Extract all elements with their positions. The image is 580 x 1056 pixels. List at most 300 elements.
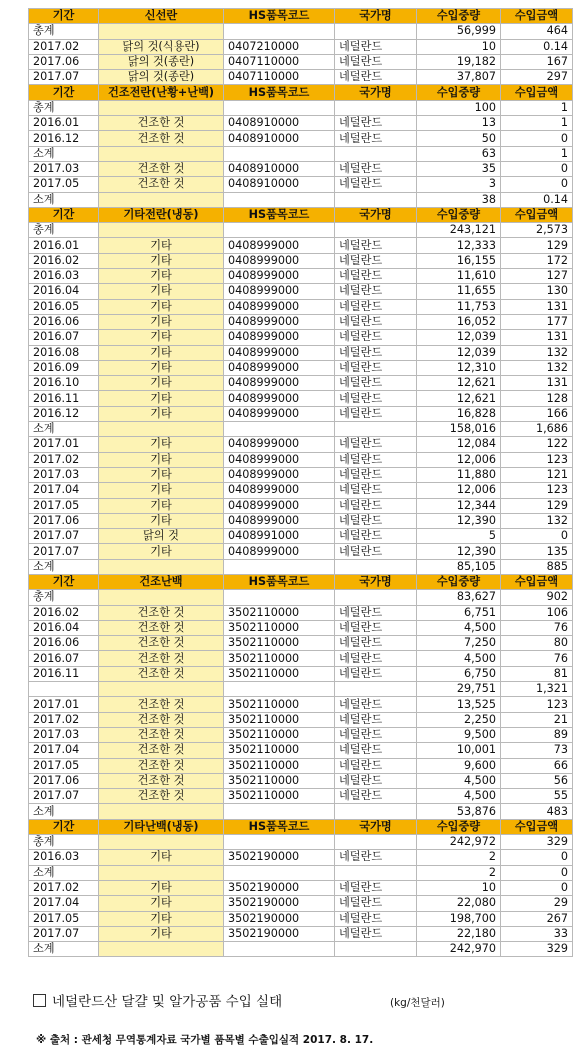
table-cell: 2017.05 xyxy=(29,177,99,192)
column-header: 수입금액 xyxy=(501,85,573,100)
table-cell: 2017.02 xyxy=(29,39,99,54)
table-cell: 2016.07 xyxy=(29,330,99,345)
table-cell: 0 xyxy=(501,529,573,544)
table-row xyxy=(29,161,573,176)
table-cell: 11,753 xyxy=(417,299,501,314)
table-cell: 0408999000 xyxy=(224,452,335,467)
column-header: 수입중량 xyxy=(417,9,501,24)
table-cell: 0408910000 xyxy=(224,116,335,131)
table-cell: 기타 xyxy=(99,299,224,314)
table-cell: 1 xyxy=(501,116,573,131)
table-cell: 11,655 xyxy=(417,284,501,299)
table-cell: 0408999000 xyxy=(224,437,335,452)
table-cell: 네덜란드 xyxy=(335,360,417,375)
table-cell: 3502110000 xyxy=(224,636,335,651)
table-cell: 1,321 xyxy=(501,682,573,697)
table-cell: 2017.01 xyxy=(29,437,99,452)
table-cell: 닭의 것 xyxy=(99,529,224,544)
table-cell xyxy=(335,942,417,957)
table-cell: 소계 xyxy=(29,804,99,819)
table-cell: 닭의 것(종란) xyxy=(99,54,224,69)
table-cell: 0 xyxy=(501,880,573,895)
table-row xyxy=(29,146,573,161)
table-cell: 6,751 xyxy=(417,605,501,620)
column-header: 기간 xyxy=(29,85,99,100)
table-cell: 198,700 xyxy=(417,911,501,926)
table-cell: 네덜란드 xyxy=(335,467,417,482)
table-cell: 4,500 xyxy=(417,620,501,635)
table-row xyxy=(29,116,573,131)
table-cell xyxy=(335,422,417,437)
table-cell: 기타 xyxy=(99,345,224,360)
table-cell: 0408910000 xyxy=(224,131,335,146)
table-cell: 네덜란드 xyxy=(335,330,417,345)
table-cell: 0 xyxy=(501,177,573,192)
table-cell xyxy=(335,835,417,850)
table-cell: 2016.03 xyxy=(29,850,99,865)
table-cell: 12,006 xyxy=(417,452,501,467)
table-cell: 2016.04 xyxy=(29,284,99,299)
table-cell xyxy=(335,24,417,39)
table-cell: 5 xyxy=(417,529,501,544)
table-cell: 건조한 것 xyxy=(99,636,224,651)
table-cell: 0408999000 xyxy=(224,330,335,345)
table-cell: 0408999000 xyxy=(224,513,335,528)
column-header: 기타난백(냉동) xyxy=(99,819,224,834)
table-cell: 297 xyxy=(501,70,573,85)
table-cell: 2017.05 xyxy=(29,758,99,773)
column-header: 수입중량 xyxy=(417,207,501,222)
column-header: HS품목코드 xyxy=(224,207,335,222)
column-header: 기타전란(냉동) xyxy=(99,207,224,222)
table-cell: 0407110000 xyxy=(224,54,335,69)
table-cell: 기타 xyxy=(99,880,224,895)
table-cell: 4,500 xyxy=(417,773,501,788)
table-cell: 56 xyxy=(501,773,573,788)
table-cell: 건조한 것 xyxy=(99,161,224,176)
table-cell: 11,880 xyxy=(417,467,501,482)
table-cell: 166 xyxy=(501,406,573,421)
table-cell: 건조한 것 xyxy=(99,605,224,620)
column-header: 수입금액 xyxy=(501,207,573,222)
checkbox-icon xyxy=(33,994,46,1007)
table-cell: 13 xyxy=(417,116,501,131)
table-row xyxy=(29,636,573,651)
table-cell: 기타 xyxy=(99,391,224,406)
table-cell xyxy=(224,804,335,819)
table-cell: 소계 xyxy=(29,559,99,574)
table-row xyxy=(29,896,573,911)
column-header: 기간 xyxy=(29,207,99,222)
table-cell: 53,876 xyxy=(417,804,501,819)
column-header: 수입금액 xyxy=(501,574,573,589)
table-cell: 33 xyxy=(501,926,573,941)
table-cell: 네덜란드 xyxy=(335,253,417,268)
table-cell: 158,016 xyxy=(417,422,501,437)
table-cell: 네덜란드 xyxy=(335,391,417,406)
table-cell: 3502110000 xyxy=(224,605,335,620)
section-header-row xyxy=(29,574,573,589)
table-cell: 242,970 xyxy=(417,942,501,957)
table-row xyxy=(29,253,573,268)
table-cell xyxy=(335,192,417,207)
table-cell: 3502190000 xyxy=(224,896,335,911)
table-cell xyxy=(224,942,335,957)
table-cell: 네덜란드 xyxy=(335,314,417,329)
table-cell: 네덜란드 xyxy=(335,345,417,360)
table-row xyxy=(29,360,573,375)
table-cell: 2016.07 xyxy=(29,651,99,666)
table-cell: 네덜란드 xyxy=(335,116,417,131)
table-cell: 267 xyxy=(501,911,573,926)
table-cell: 3502190000 xyxy=(224,926,335,941)
table-cell: 0408999000 xyxy=(224,483,335,498)
table-row xyxy=(29,942,573,957)
table-cell: 네덜란드 xyxy=(335,54,417,69)
table-cell: 0408999000 xyxy=(224,284,335,299)
table-row xyxy=(29,238,573,253)
table-cell: 네덜란드 xyxy=(335,131,417,146)
table-row xyxy=(29,467,573,482)
table-cell: 2017.07 xyxy=(29,544,99,559)
table-cell: 네덜란드 xyxy=(335,773,417,788)
table-cell: 네덜란드 xyxy=(335,483,417,498)
table-cell: 29,751 xyxy=(417,682,501,697)
table-cell xyxy=(99,559,224,574)
table-cell: 123 xyxy=(501,697,573,712)
table-cell: 기타 xyxy=(99,269,224,284)
table-cell: 네덜란드 xyxy=(335,513,417,528)
table-cell: 네덜란드 xyxy=(335,620,417,635)
table-cell: 2017.02 xyxy=(29,452,99,467)
table-cell: 2016.12 xyxy=(29,406,99,421)
table-row xyxy=(29,452,573,467)
table-cell: 기타 xyxy=(99,926,224,941)
table-cell: 16,828 xyxy=(417,406,501,421)
table-cell: 3 xyxy=(417,177,501,192)
table-cell: 81 xyxy=(501,666,573,681)
table-cell: 2017.06 xyxy=(29,513,99,528)
table-cell xyxy=(99,422,224,437)
table-cell: 129 xyxy=(501,498,573,513)
table-cell: 885 xyxy=(501,559,573,574)
table-row xyxy=(29,697,573,712)
table-cell: 2016.04 xyxy=(29,620,99,635)
table-cell xyxy=(224,865,335,880)
table-cell: 네덜란드 xyxy=(335,926,417,941)
table-cell: 123 xyxy=(501,483,573,498)
table-row xyxy=(29,605,573,620)
table-row xyxy=(29,911,573,926)
table-cell: 3502110000 xyxy=(224,727,335,742)
table-row xyxy=(29,54,573,69)
table-cell: 3502110000 xyxy=(224,789,335,804)
caption xyxy=(33,990,282,1010)
table-cell: 243,121 xyxy=(417,223,501,238)
table-cell: 건조한 것 xyxy=(99,697,224,712)
table-row xyxy=(29,804,573,819)
table-cell: 네덜란드 xyxy=(335,39,417,54)
table-cell: 네덜란드 xyxy=(335,452,417,467)
table-cell: 2016.06 xyxy=(29,636,99,651)
table-cell: 483 xyxy=(501,804,573,819)
table-cell xyxy=(99,865,224,880)
table-cell: 총계 xyxy=(29,24,99,39)
table-cell: 기타 xyxy=(99,360,224,375)
section-header-row xyxy=(29,85,573,100)
table-cell: 80 xyxy=(501,636,573,651)
table-cell: 기타 xyxy=(99,498,224,513)
table-row xyxy=(29,345,573,360)
table-cell: 네덜란드 xyxy=(335,376,417,391)
table-row xyxy=(29,529,573,544)
column-header: 기간 xyxy=(29,819,99,834)
table-cell xyxy=(335,559,417,574)
table-cell: 2016.11 xyxy=(29,391,99,406)
table-cell: 건조한 것 xyxy=(99,743,224,758)
table-cell: 2017.04 xyxy=(29,743,99,758)
table-cell: 2016.09 xyxy=(29,360,99,375)
table-cell: 9,500 xyxy=(417,727,501,742)
table-cell: 3502190000 xyxy=(224,911,335,926)
table-row xyxy=(29,131,573,146)
table-row xyxy=(29,712,573,727)
table-cell: 85,105 xyxy=(417,559,501,574)
table-cell: 기타 xyxy=(99,467,224,482)
table-cell: 13,525 xyxy=(417,697,501,712)
table-cell: 19,182 xyxy=(417,54,501,69)
table-cell: 76 xyxy=(501,651,573,666)
table-cell: 네덜란드 xyxy=(335,269,417,284)
table-cell: 2016.01 xyxy=(29,116,99,131)
table-cell: 2017.04 xyxy=(29,483,99,498)
table-cell xyxy=(99,223,224,238)
table-cell: 12,039 xyxy=(417,345,501,360)
table-cell: 0408999000 xyxy=(224,269,335,284)
table-cell: 12,006 xyxy=(417,483,501,498)
table-row xyxy=(29,483,573,498)
table-cell: 네덜란드 xyxy=(335,161,417,176)
table-cell: 네덜란드 xyxy=(335,727,417,742)
table-cell: 12,621 xyxy=(417,391,501,406)
table-row xyxy=(29,70,573,85)
table-cell xyxy=(99,804,224,819)
table-cell: 건조한 것 xyxy=(99,131,224,146)
table-row xyxy=(29,513,573,528)
table-cell: 네덜란드 xyxy=(335,789,417,804)
table-cell: 2016.11 xyxy=(29,666,99,681)
table-cell: 177 xyxy=(501,314,573,329)
table-cell: 29 xyxy=(501,896,573,911)
table-cell: 기타 xyxy=(99,544,224,559)
table-cell: 3502110000 xyxy=(224,697,335,712)
table-cell xyxy=(224,422,335,437)
table-cell: 기타 xyxy=(99,406,224,421)
table-cell: 건조한 것 xyxy=(99,651,224,666)
table-cell: 0408999000 xyxy=(224,360,335,375)
table-cell: 0408999000 xyxy=(224,314,335,329)
table-cell xyxy=(224,192,335,207)
table-cell: 2,573 xyxy=(501,223,573,238)
table-cell: 건조한 것 xyxy=(99,666,224,681)
table-cell: 소계 xyxy=(29,192,99,207)
table-row xyxy=(29,330,573,345)
table-cell: 네덜란드 xyxy=(335,544,417,559)
table-cell: 네덜란드 xyxy=(335,70,417,85)
table-cell: 2017.07 xyxy=(29,70,99,85)
column-header: 기간 xyxy=(29,574,99,589)
table-cell: 네덜란드 xyxy=(335,284,417,299)
table-row xyxy=(29,743,573,758)
table-cell: 2017.03 xyxy=(29,727,99,742)
table-cell: 네덜란드 xyxy=(335,850,417,865)
table-cell: 2017.05 xyxy=(29,911,99,926)
column-header: 신선란 xyxy=(99,9,224,24)
table-cell: 4,500 xyxy=(417,789,501,804)
table-cell: 총계 xyxy=(29,100,99,115)
table-cell: 0408999000 xyxy=(224,391,335,406)
table-cell: 9,600 xyxy=(417,758,501,773)
table-cell: 3502110000 xyxy=(224,666,335,681)
table-cell xyxy=(224,590,335,605)
table-cell: 네덜란드 xyxy=(335,880,417,895)
column-header: HS품목코드 xyxy=(224,85,335,100)
table-cell: 건조한 것 xyxy=(99,758,224,773)
table-row xyxy=(29,192,573,207)
section-header-row xyxy=(29,207,573,222)
table-cell xyxy=(335,865,417,880)
table-row xyxy=(29,177,573,192)
table-cell: 63 xyxy=(417,146,501,161)
table-cell: 2016.03 xyxy=(29,269,99,284)
column-header: HS품목코드 xyxy=(224,9,335,24)
table-cell: 12,344 xyxy=(417,498,501,513)
table-cell: 0407210000 xyxy=(224,39,335,54)
table-cell: 0 xyxy=(501,161,573,176)
table-row xyxy=(29,376,573,391)
table-cell: 2016.02 xyxy=(29,605,99,620)
table-cell: 네덜란드 xyxy=(335,758,417,773)
table-cell: 0408999000 xyxy=(224,544,335,559)
table-cell: 소계 xyxy=(29,422,99,437)
table-cell: 네덜란드 xyxy=(335,743,417,758)
table-cell: 89 xyxy=(501,727,573,742)
table-cell: 0 xyxy=(501,131,573,146)
table-cell: 건조한 것 xyxy=(99,789,224,804)
column-header: 국가명 xyxy=(335,9,417,24)
table-cell: 3502110000 xyxy=(224,773,335,788)
table-row xyxy=(29,314,573,329)
table-row xyxy=(29,437,573,452)
table-cell: 329 xyxy=(501,835,573,850)
table-row xyxy=(29,773,573,788)
table-cell: 기타 xyxy=(99,284,224,299)
table-cell xyxy=(99,192,224,207)
table-row xyxy=(29,880,573,895)
table-cell: 기타 xyxy=(99,911,224,926)
table-cell: 기타 xyxy=(99,238,224,253)
table-cell: 11,610 xyxy=(417,269,501,284)
table-cell: 기타 xyxy=(99,376,224,391)
table-cell: 2017.07 xyxy=(29,926,99,941)
table-cell: 네덜란드 xyxy=(335,896,417,911)
table-row xyxy=(29,100,573,115)
table-cell: 0408999000 xyxy=(224,376,335,391)
table-cell: 129 xyxy=(501,238,573,253)
table-cell: 35 xyxy=(417,161,501,176)
table-cell: 2017.07 xyxy=(29,529,99,544)
table-cell xyxy=(224,146,335,161)
table-cell: 0408999000 xyxy=(224,467,335,482)
table-cell: 3502190000 xyxy=(224,850,335,865)
table-cell: 12,621 xyxy=(417,376,501,391)
table-row xyxy=(29,620,573,635)
table-cell: 2016.08 xyxy=(29,345,99,360)
table-cell: 12,310 xyxy=(417,360,501,375)
table-cell: 0408999000 xyxy=(224,345,335,360)
column-header: 수입중량 xyxy=(417,85,501,100)
table-cell: 242,972 xyxy=(417,835,501,850)
table-cell: 총계 xyxy=(29,223,99,238)
table-row xyxy=(29,926,573,941)
table-cell: 2016.02 xyxy=(29,253,99,268)
table-cell: 소계 xyxy=(29,942,99,957)
table-cell: 0.14 xyxy=(501,192,573,207)
table-cell: 네덜란드 xyxy=(335,697,417,712)
table-cell: 131 xyxy=(501,376,573,391)
table-row xyxy=(29,666,573,681)
table-cell: 83,627 xyxy=(417,590,501,605)
table-cell: 131 xyxy=(501,299,573,314)
table-row xyxy=(29,758,573,773)
table-cell: 소계 xyxy=(29,865,99,880)
table-cell: 기타 xyxy=(99,850,224,865)
table-cell: 2017.01 xyxy=(29,697,99,712)
table-cell xyxy=(99,24,224,39)
table-cell: 73 xyxy=(501,743,573,758)
table-cell: 132 xyxy=(501,345,573,360)
table-cell: 10 xyxy=(417,39,501,54)
table-cell: 네덜란드 xyxy=(335,911,417,926)
table-cell: 2016.12 xyxy=(29,131,99,146)
table-cell: 0408910000 xyxy=(224,161,335,176)
table-cell: 2017.07 xyxy=(29,789,99,804)
table-cell: 22,180 xyxy=(417,926,501,941)
column-header: 수입금액 xyxy=(501,9,573,24)
table-cell xyxy=(224,100,335,115)
table-cell: 123 xyxy=(501,452,573,467)
table-cell: 16,052 xyxy=(417,314,501,329)
table-cell: 0 xyxy=(501,865,573,880)
table-cell: 건조한 것 xyxy=(99,712,224,727)
table-cell: 2016.06 xyxy=(29,314,99,329)
table-cell xyxy=(224,835,335,850)
table-cell: 닭의 것(종란) xyxy=(99,70,224,85)
table-cell xyxy=(335,146,417,161)
table-row xyxy=(29,789,573,804)
table-row xyxy=(29,223,573,238)
table-cell xyxy=(99,682,224,697)
table-cell: 네덜란드 xyxy=(335,238,417,253)
table-cell: 2016.05 xyxy=(29,299,99,314)
table-cell: 21 xyxy=(501,712,573,727)
table-cell: 네덜란드 xyxy=(335,712,417,727)
table-cell: 2017.03 xyxy=(29,467,99,482)
column-header: 건조전란(난황+난백) xyxy=(99,85,224,100)
table-cell: 3502110000 xyxy=(224,620,335,635)
table-cell: 건조한 것 xyxy=(99,773,224,788)
table-cell: 0408999000 xyxy=(224,238,335,253)
